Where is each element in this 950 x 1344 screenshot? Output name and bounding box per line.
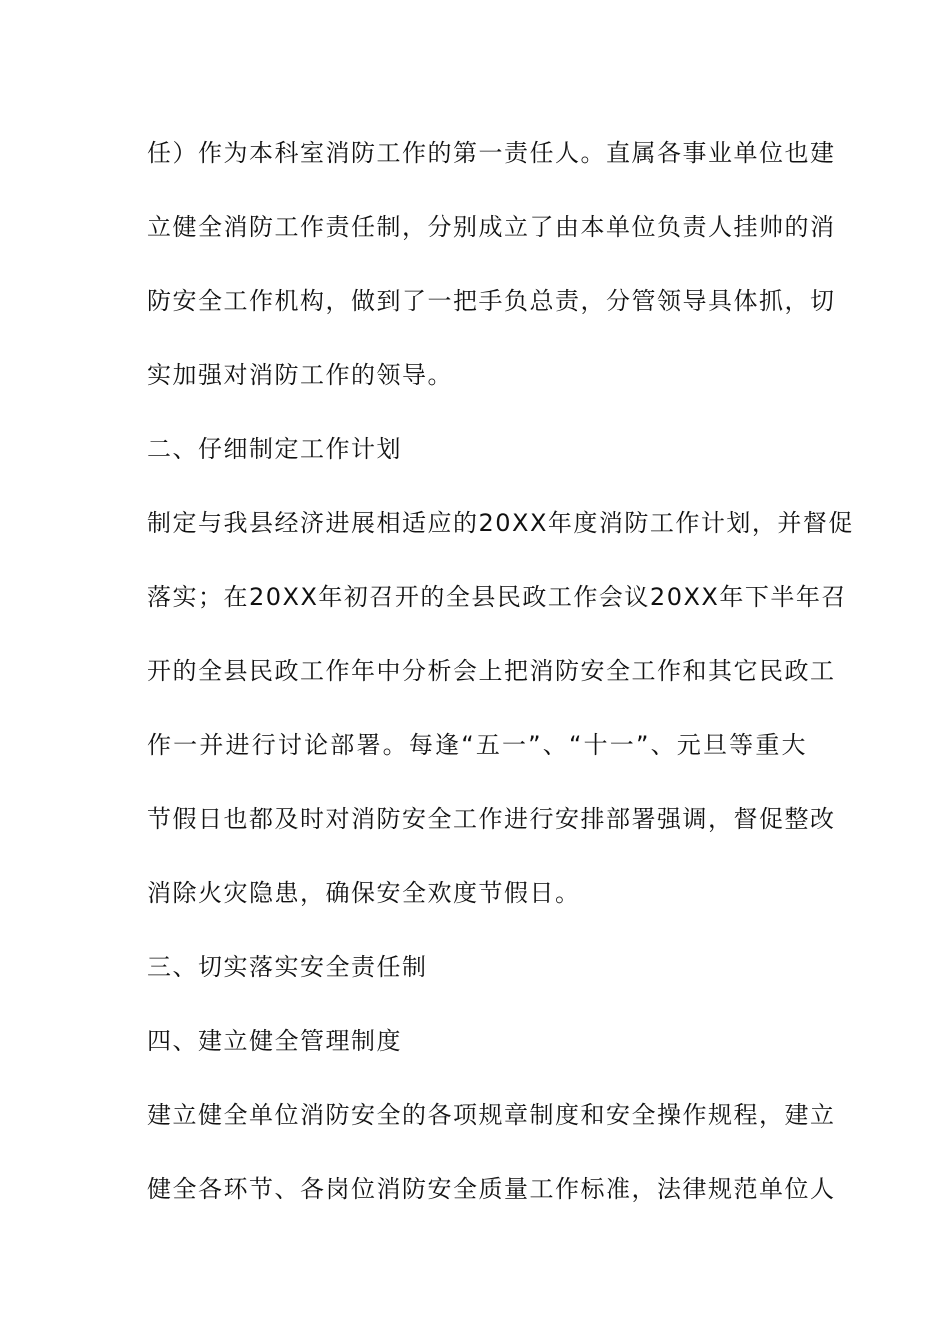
text-line: 立健全消防工作责任制，分别成立了由本单位负责人挂帅的消 — [147, 213, 836, 241]
text-line: 消除火灾隐患，确保安全欢度节假日。 — [147, 879, 581, 907]
text-line: 作一并进行讨论部署。每逢“五一”、“十一”、元旦等重大 — [147, 731, 807, 759]
section-heading: 二、仔细制定工作计划 — [147, 435, 402, 463]
text-line: 建立健全单位消防安全的各项规章制度和安全操作规程，建立 — [147, 1101, 836, 1129]
text-line: 防安全工作机构，做到了一把手负总责，分管领导具体抓，切 — [147, 287, 836, 315]
section-heading: 四、建立健全管理制度 — [147, 1027, 402, 1055]
text-line: 节假日也都及时对消防安全工作进行安排部署强调，督促整改 — [147, 805, 836, 833]
text-line: 落实；在20XX年初召开的全县民政工作会议20XX年下半年召 — [147, 583, 847, 611]
text-line: 实加强对消防工作的领导。 — [147, 361, 453, 389]
text-line: 制定与我县经济进展相适应的20XX年度消防工作计划，并督促 — [147, 509, 854, 537]
text-line: 健全各环节、各岗位消防安全质量工作标准，法律规范单位人 — [147, 1175, 836, 1203]
section-heading: 三、切实落实安全责任制 — [147, 953, 428, 981]
text-line: 开的全县民政工作年中分析会上把消防安全工作和其它民政工 — [147, 657, 836, 685]
text-line: 任）作为本科室消防工作的第一责任人。直属各事业单位也建 — [147, 139, 836, 167]
